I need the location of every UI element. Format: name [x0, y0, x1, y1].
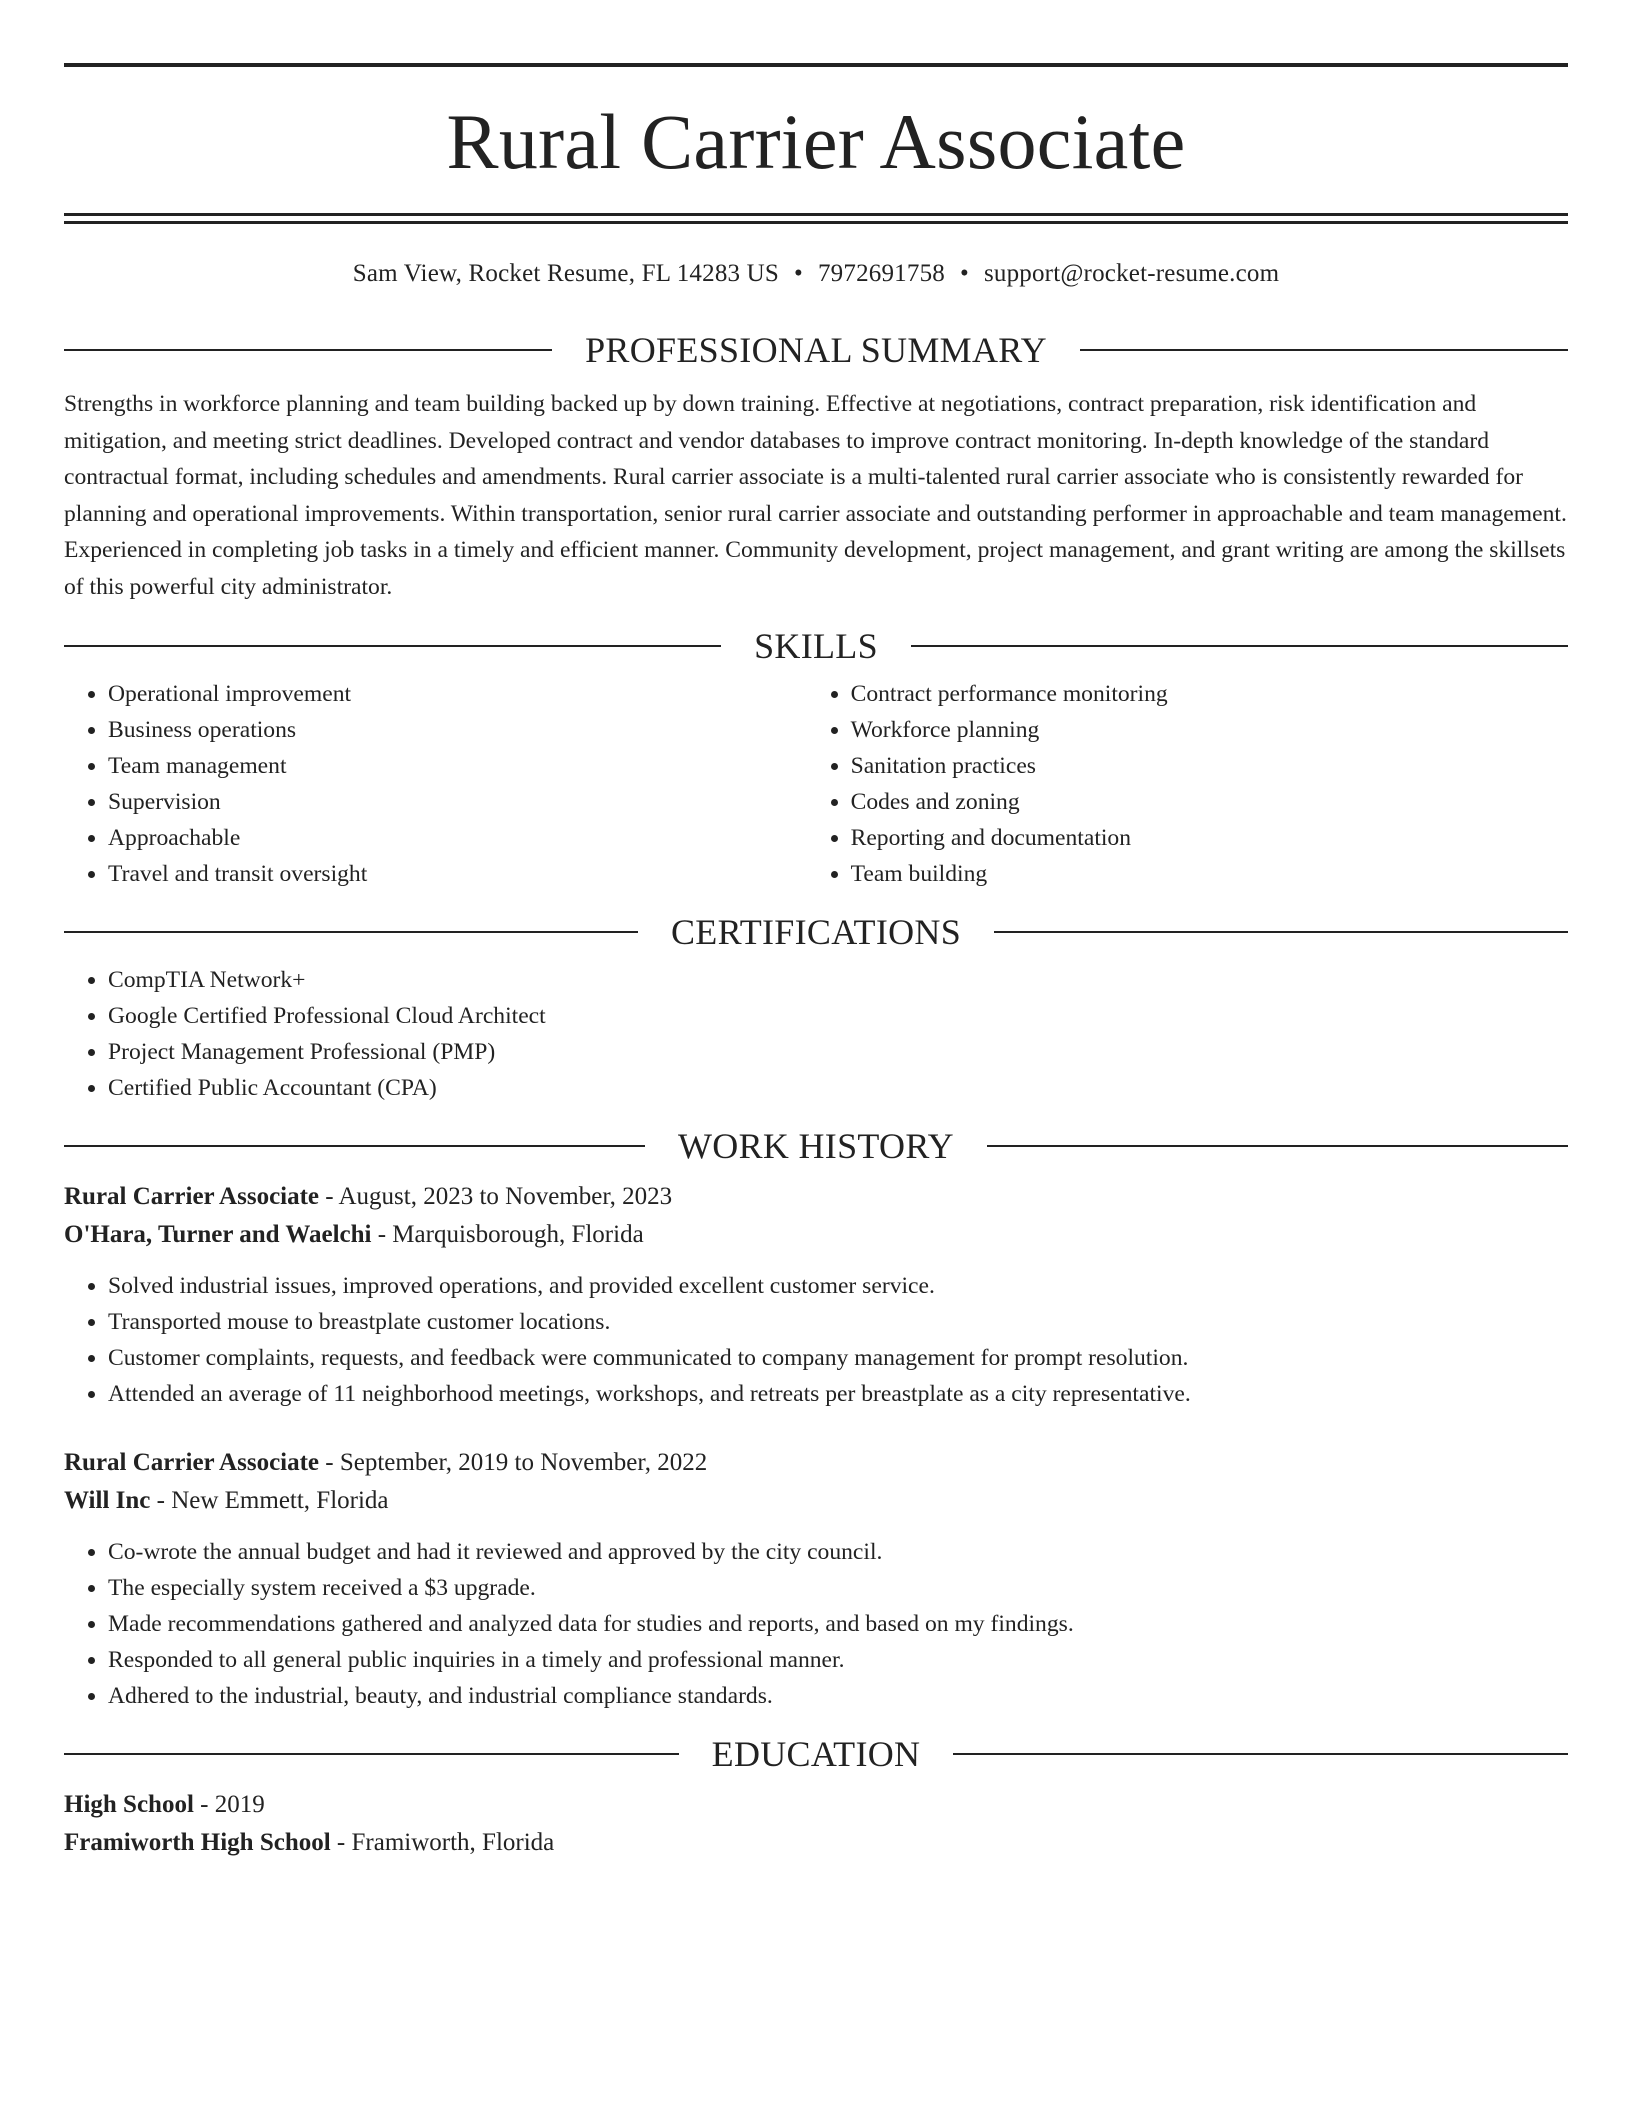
skills-list-left [64, 676, 807, 892]
heading-rule [64, 645, 721, 647]
contact-phone: 7972691758 [817, 260, 945, 287]
skill-item: • Workforce planning [851, 712, 1568, 748]
job-bullet: • Made recommendations gathered and analyzed data for studies and reports, and based on my findings. [108, 1606, 1568, 1642]
job-bullet: • Responded to all general public inquiries in a timely and professional manner. [108, 1642, 1568, 1678]
certification-item: • CompTIA Network+ [108, 962, 1568, 998]
double-rule [64, 213, 1568, 224]
contact-email: support@rocket-resume.com [983, 260, 1280, 287]
resume-title: Rural Carrier Associate [446, 98, 1186, 185]
education-degree-line [64, 1786, 1568, 1824]
summary-section-heading [64, 332, 1568, 368]
skills-columns [64, 676, 1568, 892]
skills-heading: SKILLS [754, 625, 878, 666]
certifications-heading: CERTIFICATIONS [670, 911, 962, 952]
skill-item: • Supervision [108, 784, 807, 820]
job-bullets [64, 1534, 1568, 1714]
skill-item: • Contract performance monitoring [851, 676, 1568, 712]
heading-rule [953, 1753, 1568, 1755]
skill-item: • Reporting and documentation [851, 820, 1568, 856]
job-bullet: • Transported mouse to breastplate customer locations. [108, 1304, 1568, 1340]
skills-list-right [807, 676, 1568, 892]
certification-item: • Certified Public Accountant (CPA) [108, 1070, 1568, 1106]
job-bullet: • Solved industrial issues, improved operations, and provided excellent customer service. [108, 1268, 1568, 1304]
skill-item: • Approachable [108, 820, 807, 856]
job-title: Rural Carrier Associate [64, 1448, 320, 1476]
job-bullet: • Customer complaints, requests, and feedback were communicated to company management for prompt resolution. [108, 1340, 1568, 1376]
job-company: Will Inc [64, 1486, 151, 1514]
job-dates: - August, 2023 to November, 2023 [319, 1182, 673, 1210]
job-bullets [64, 1268, 1568, 1412]
job-company: O'Hara, Turner and Waelchi [64, 1220, 372, 1248]
education-school-line [64, 1824, 1568, 1862]
job-location: - New Emmett, Florida [150, 1486, 389, 1514]
heading-rule [987, 1145, 1568, 1147]
job-entry [64, 1178, 1568, 1412]
job-bullet: • Attended an average of 11 neighborhood meetings, workshops, and retreats per breastplate as a city representative. [108, 1376, 1568, 1412]
contact-separator: • [959, 260, 969, 287]
education-location: - Framiworth, Florida [330, 1828, 555, 1856]
job-dates: - September, 2019 to November, 2022 [319, 1448, 708, 1476]
job-title-line [64, 1178, 1568, 1216]
skill-item: • Business operations [108, 712, 807, 748]
certification-item: • Google Certified Professional Cloud Architect [108, 998, 1568, 1034]
summary-text: Strengths in workforce planning and team building backed up by down training. Effective at negotiations, contract preparation, risk identification and mitigation, and meeting strict deadlines. Developed contract and vendor databases to improve contract monitoring. In-depth knowledge of the standard contractual format, including schedules and amendments. Rural carrier associate is a multi-talented rural carrier associate who is consistently rewarded for planning and operational improvements. Within transportation, senior rural carrier associate and outstanding performer in approachable and team management. Experienced in completing job tasks in a timely and efficient manner. Community development, project management, and grant writing are among the skillsets of this powerful city administrator. [64, 391, 1567, 600]
job-entry [64, 1444, 1568, 1714]
skill-item: • Codes and zoning [851, 784, 1568, 820]
job-title-line [64, 1444, 1568, 1482]
education-entry [64, 1786, 1568, 1862]
certification-item: • Project Management Professional (PMP) [108, 1034, 1568, 1070]
heading-rule [1080, 349, 1568, 351]
education-year: - 2019 [193, 1790, 265, 1818]
skill-item: • Team building [851, 856, 1568, 892]
skill-item: • Operational improvement [108, 676, 807, 712]
contact-separator: • [794, 260, 803, 287]
job-company-line [64, 1216, 1568, 1254]
contact-line [64, 260, 1568, 288]
education-section-heading [64, 1733, 1568, 1774]
education-heading: EDUCATION [711, 1733, 921, 1774]
skill-item: • Sanitation practices [851, 748, 1568, 784]
heading-rule [64, 931, 638, 933]
skills-section-heading [64, 625, 1568, 666]
summary-heading: PROFESSIONAL SUMMARY [585, 330, 1047, 370]
heading-rule [64, 1753, 679, 1755]
certifications-section-heading [64, 911, 1568, 952]
top-rule [64, 63, 1568, 67]
work-heading: WORK HISTORY [678, 1125, 954, 1166]
job-bullet: • Adhered to the industrial, beauty, and industrial compliance standards. [108, 1678, 1568, 1714]
job-bullet: • The especially system received a $3 upgrade. [108, 1570, 1568, 1606]
certifications-list [64, 962, 1568, 1106]
heading-rule [911, 645, 1568, 647]
resume-page [64, 63, 1568, 1862]
work-section-heading [64, 1125, 1568, 1166]
education-school: Framiworth High School [64, 1828, 331, 1856]
skill-item: • Team management [108, 748, 807, 784]
skill-item: • Travel and transit oversight [108, 856, 807, 892]
job-company-line [64, 1482, 1568, 1520]
heading-rule [64, 1145, 645, 1147]
job-bullet: • Co-wrote the annual budget and had it reviewed and approved by the city council. [108, 1534, 1568, 1570]
heading-rule [64, 349, 552, 351]
contact-address: Sam View, Rocket Resume, FL 14283 US [352, 260, 780, 287]
job-location: - Marquisborough, Florida [371, 1220, 644, 1248]
heading-rule [994, 931, 1568, 933]
job-title: Rural Carrier Associate [64, 1182, 320, 1210]
education-degree: High School [64, 1790, 194, 1818]
